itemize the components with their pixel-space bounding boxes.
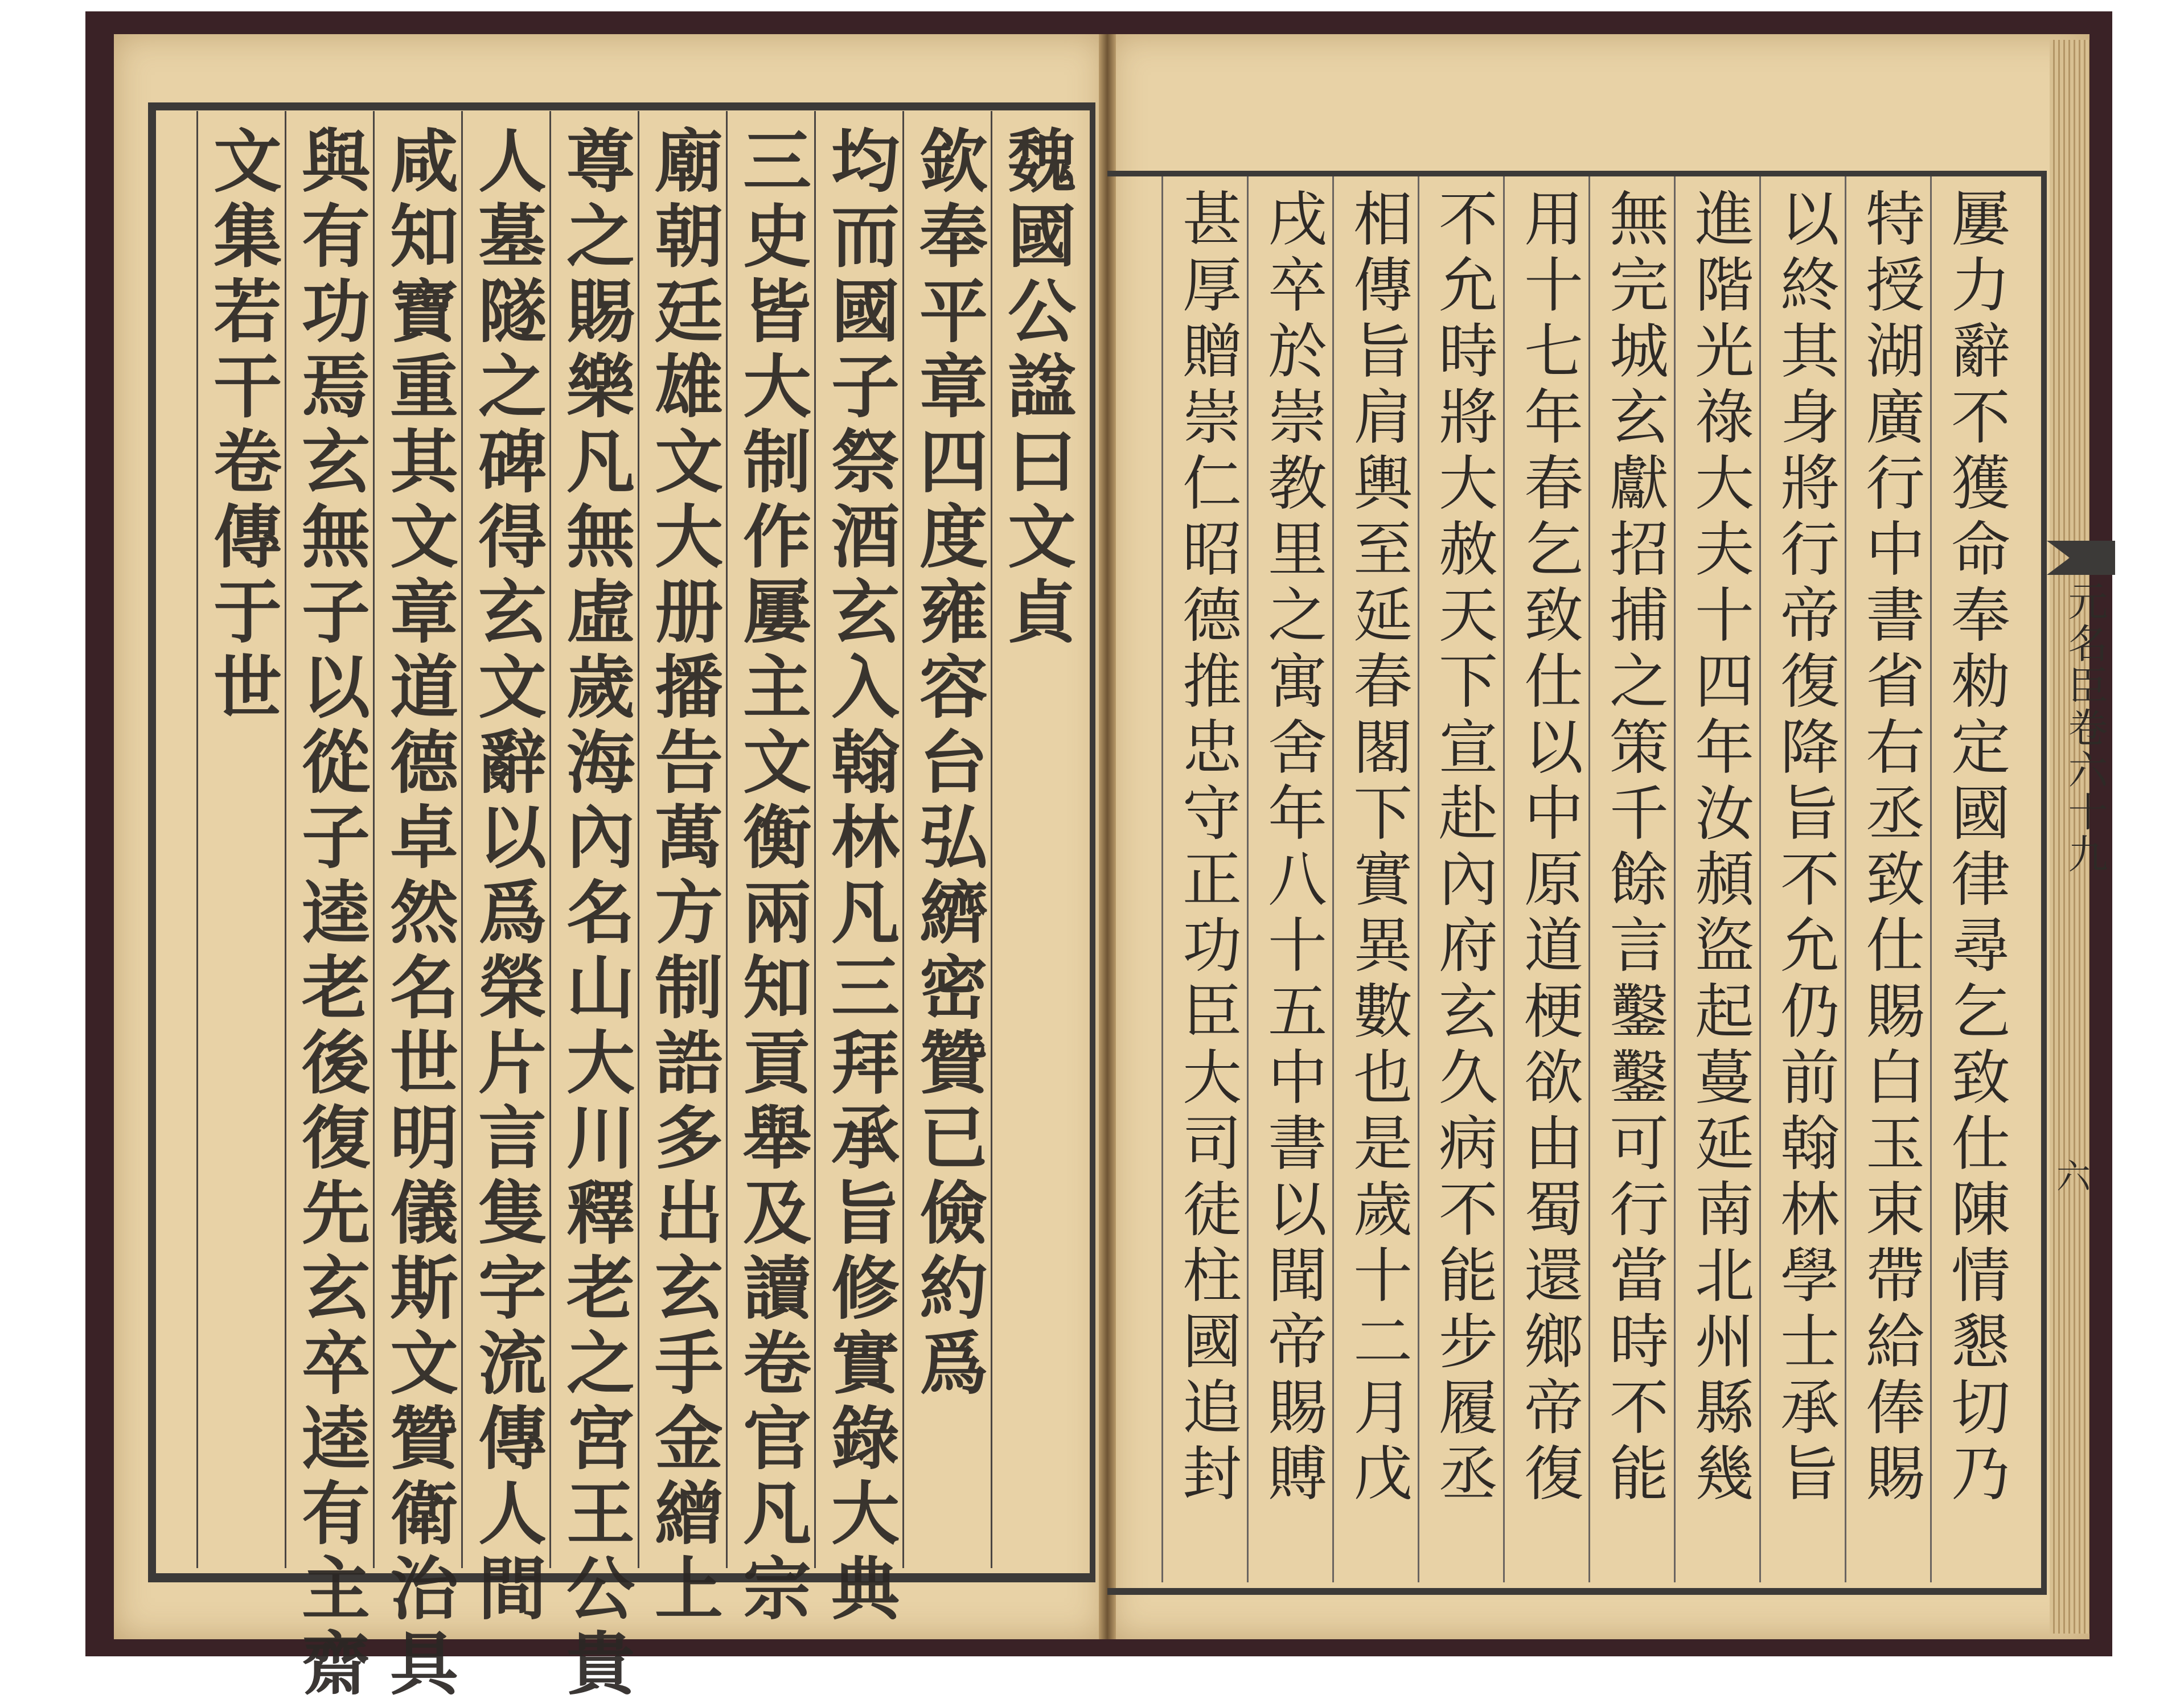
column-rule [902, 111, 904, 1568]
column-rule [1247, 176, 1249, 1582]
text-column: 魏國公諡曰文貞 [996, 125, 1077, 651]
text-column: 人墓隧之碑得玄文辭以爲榮片言隻字流傳人間 [467, 125, 547, 1628]
column-rule [285, 111, 286, 1568]
text-column: 均而國子祭酒玄入翰林凡三拜承旨修實錄大典 [820, 125, 900, 1628]
column-rule [1503, 176, 1505, 1582]
folio-number: 六 [2056, 1157, 2091, 1197]
text-column: 甚厚贈崇仁昭德推忠守正功臣大司徒柱國追封 [1172, 188, 1242, 1508]
text-column: 戌卒於崇教里之寓舍年八十五中書以聞帝賜賻 [1258, 188, 1327, 1508]
column-rule [726, 111, 728, 1568]
fish-tail-mark-icon [2047, 541, 2115, 575]
margin-title: 元名臣卷六十九 [2062, 581, 2108, 875]
column-rule [1845, 176, 1846, 1582]
text-column: 不允時將大赦天下宣赴內府玄久病不能步履丞 [1428, 188, 1498, 1508]
text-column: 咸知寶重其文章道德卓然名世明儀斯文贊衛治具 [379, 125, 459, 1703]
text-column: 相傳旨肩輿至延春閣下實異數也是歲十二月戊 [1343, 188, 1413, 1508]
column-rule [373, 111, 375, 1568]
column-rule [196, 111, 198, 1568]
text-column: 進階光祿大夫十四年汝頳盜起蔓延南北州縣幾 [1685, 188, 1754, 1508]
text-column: 與有功焉玄無子以從子逵老後復先玄卒逵有主齋 [290, 125, 371, 1703]
column-rule [1588, 176, 1590, 1582]
text-column: 用十七年春乞致仕以中原道梗欲由蜀還鄉帝復 [1514, 188, 1583, 1508]
column-rule [549, 111, 551, 1568]
text-column: 文集若干卷傳于世 [202, 125, 282, 726]
column-rule [1674, 176, 1676, 1582]
column-rule [461, 111, 463, 1568]
text-column: 屢力辭不獲命奉勑定國律尋乞致仕陳情懇切乃 [1941, 188, 2010, 1508]
text-column: 欽奉平章四度雍容台弘纃密贊已儉約爲 [908, 125, 988, 1402]
text-column: 廟朝廷雄文大册播告萬方制誥多出玄手金繒上 [643, 125, 724, 1628]
text-column: 三史皆大制作屢主文衡兩知貢舉及讀卷官凡宗 [732, 125, 812, 1628]
text-column: 特授湖廣行中書省右丞致仕賜白玉束帶給俸賜 [1855, 188, 1925, 1508]
column-rule [638, 111, 639, 1568]
column-rule [814, 111, 816, 1568]
column-rule [1418, 176, 1419, 1582]
text-column: 無完城玄獻招捕之策千餘言鑿鑿可行當時不能 [1599, 188, 1669, 1508]
text-column: 以終其身將行帝復降旨不允仍前翰林學士承旨 [1770, 188, 1840, 1508]
column-rule [1930, 176, 1932, 1582]
column-rule [991, 111, 992, 1568]
column-rule [1332, 176, 1334, 1582]
column-rule [1161, 176, 1163, 1582]
text-column: 尊之賜樂凡無虛歲海內名山大川釋老之宮王公貴 [555, 125, 635, 1703]
column-rule [1759, 176, 1761, 1582]
